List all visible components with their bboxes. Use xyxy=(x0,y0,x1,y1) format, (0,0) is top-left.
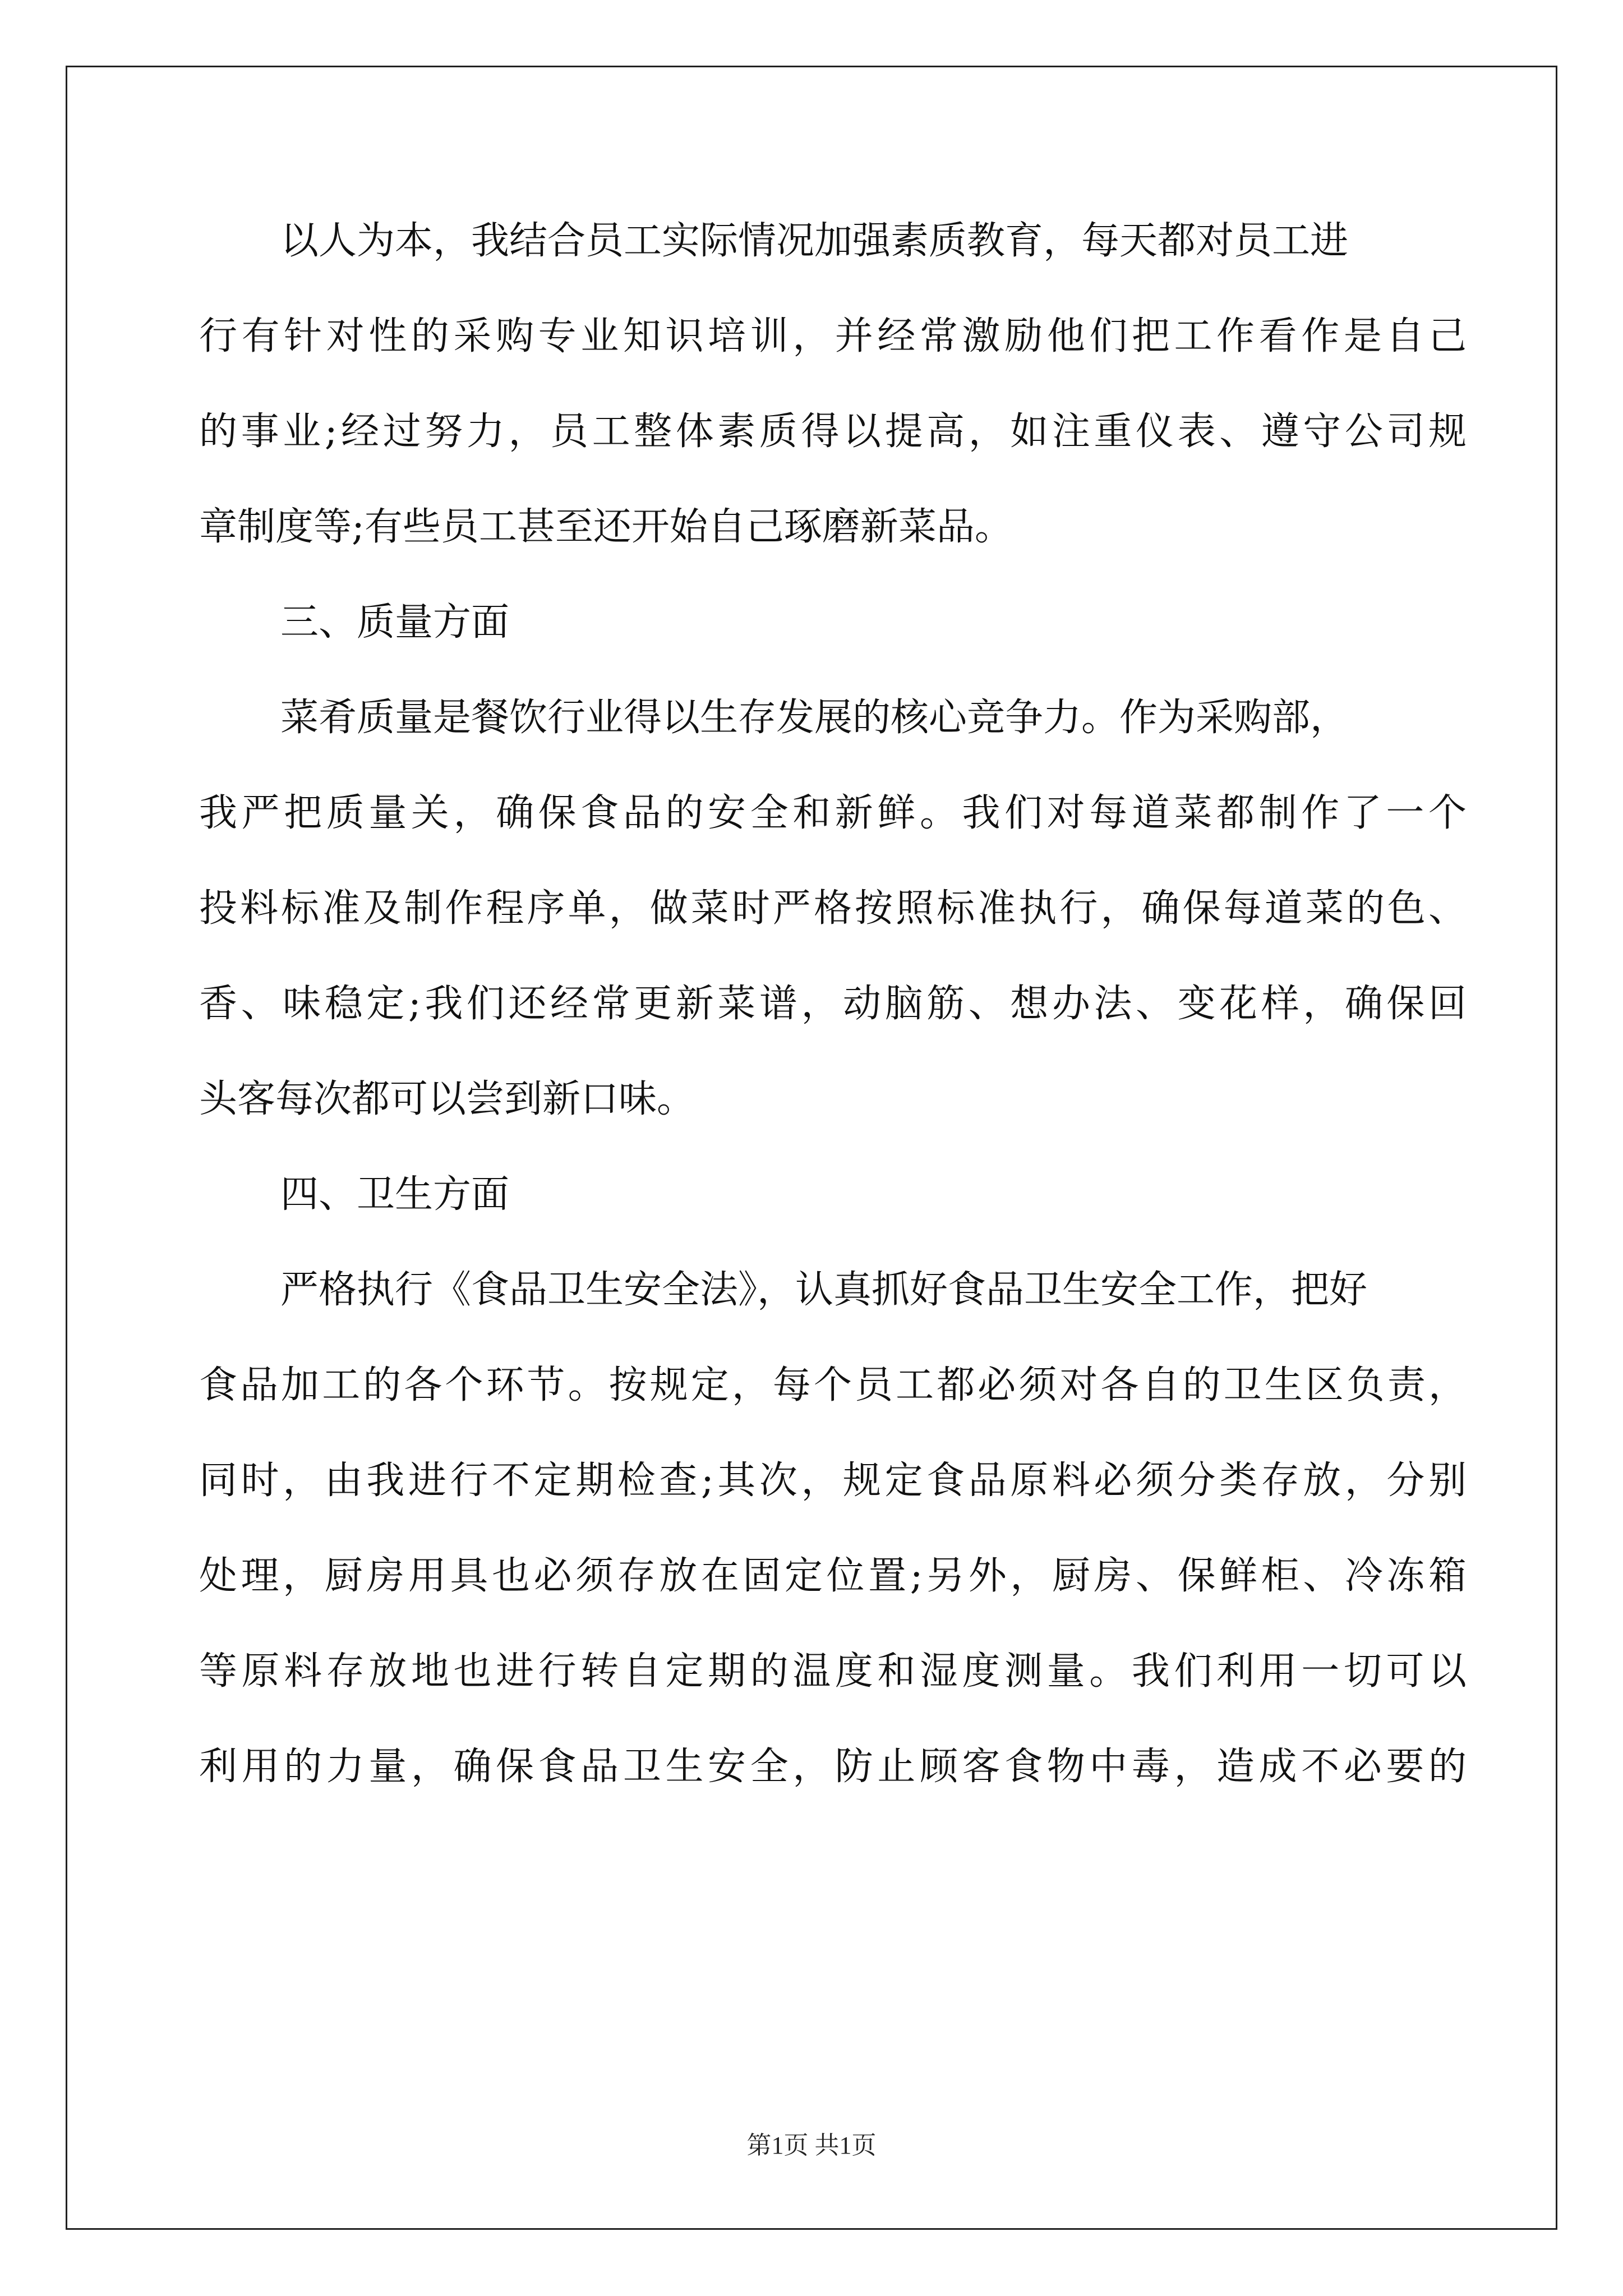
paragraph-line: 食品加工的各个环节。按规定，每个员工都必须对各自的卫生区负责， xyxy=(199,1363,1467,1407)
paragraph-line: 处理，厨房用具也必须存放在固定位置;另外，厨房、保鲜柜、冷冻箱 xyxy=(199,1554,1467,1598)
paragraph-line: 菜肴质量是餐饮行业得以生存发展的核心竞争力。作为采购部， xyxy=(280,696,1349,740)
paragraph-line: 严格执行《食品卫生安全法》，认真抓好食品卫生安全工作，把好 xyxy=(280,1268,1368,1312)
section-heading: 三、质量方面 xyxy=(280,600,510,645)
paragraph-line: 章制度等;有些员工甚至还开始自己琢磨新菜品。 xyxy=(199,505,1013,549)
paragraph-line: 行有针对性的采购专业知识培训，并经常激励他们把工作看作是自己 xyxy=(199,314,1467,358)
paragraph-line: 头客每次都可以尝到新口味。 xyxy=(199,1077,695,1121)
paragraph-line: 投料标准及制作程序单，做菜时严格按照标准执行，确保每道菜的色、 xyxy=(199,886,1467,931)
paragraph-line: 同时，由我进行不定期检查;其次，规定食品原料必须分类存放，分别 xyxy=(199,1458,1467,1503)
paragraph-line: 的事业;经过努力，员工整体素质得以提高，如注重仪表、遵守公司规 xyxy=(199,409,1467,454)
paragraph-line: 等原料存放地也进行转自定期的温度和湿度测量。我们利用一切可以 xyxy=(199,1649,1467,1694)
section-heading: 四、卫生方面 xyxy=(280,1172,510,1217)
page-border xyxy=(66,66,1557,2230)
paragraph-line: 以人为本，我结合员工实际情况加强素质教育，每天都对员工进 xyxy=(280,219,1349,263)
paragraph-line: 利用的力量，确保食品卫生安全，防止顾客食物中毒，造成不必要的 xyxy=(199,1745,1467,1789)
page-footer: 第1页 共1页 xyxy=(746,2132,877,2159)
paragraph-line: 我严把质量关，确保食品的安全和新鲜。我们对每道菜都制作了一个 xyxy=(199,791,1467,835)
paragraph-line: 香、味稳定;我们还经常更新菜谱，动脑筋、想办法、变花样，确保回 xyxy=(199,982,1467,1026)
